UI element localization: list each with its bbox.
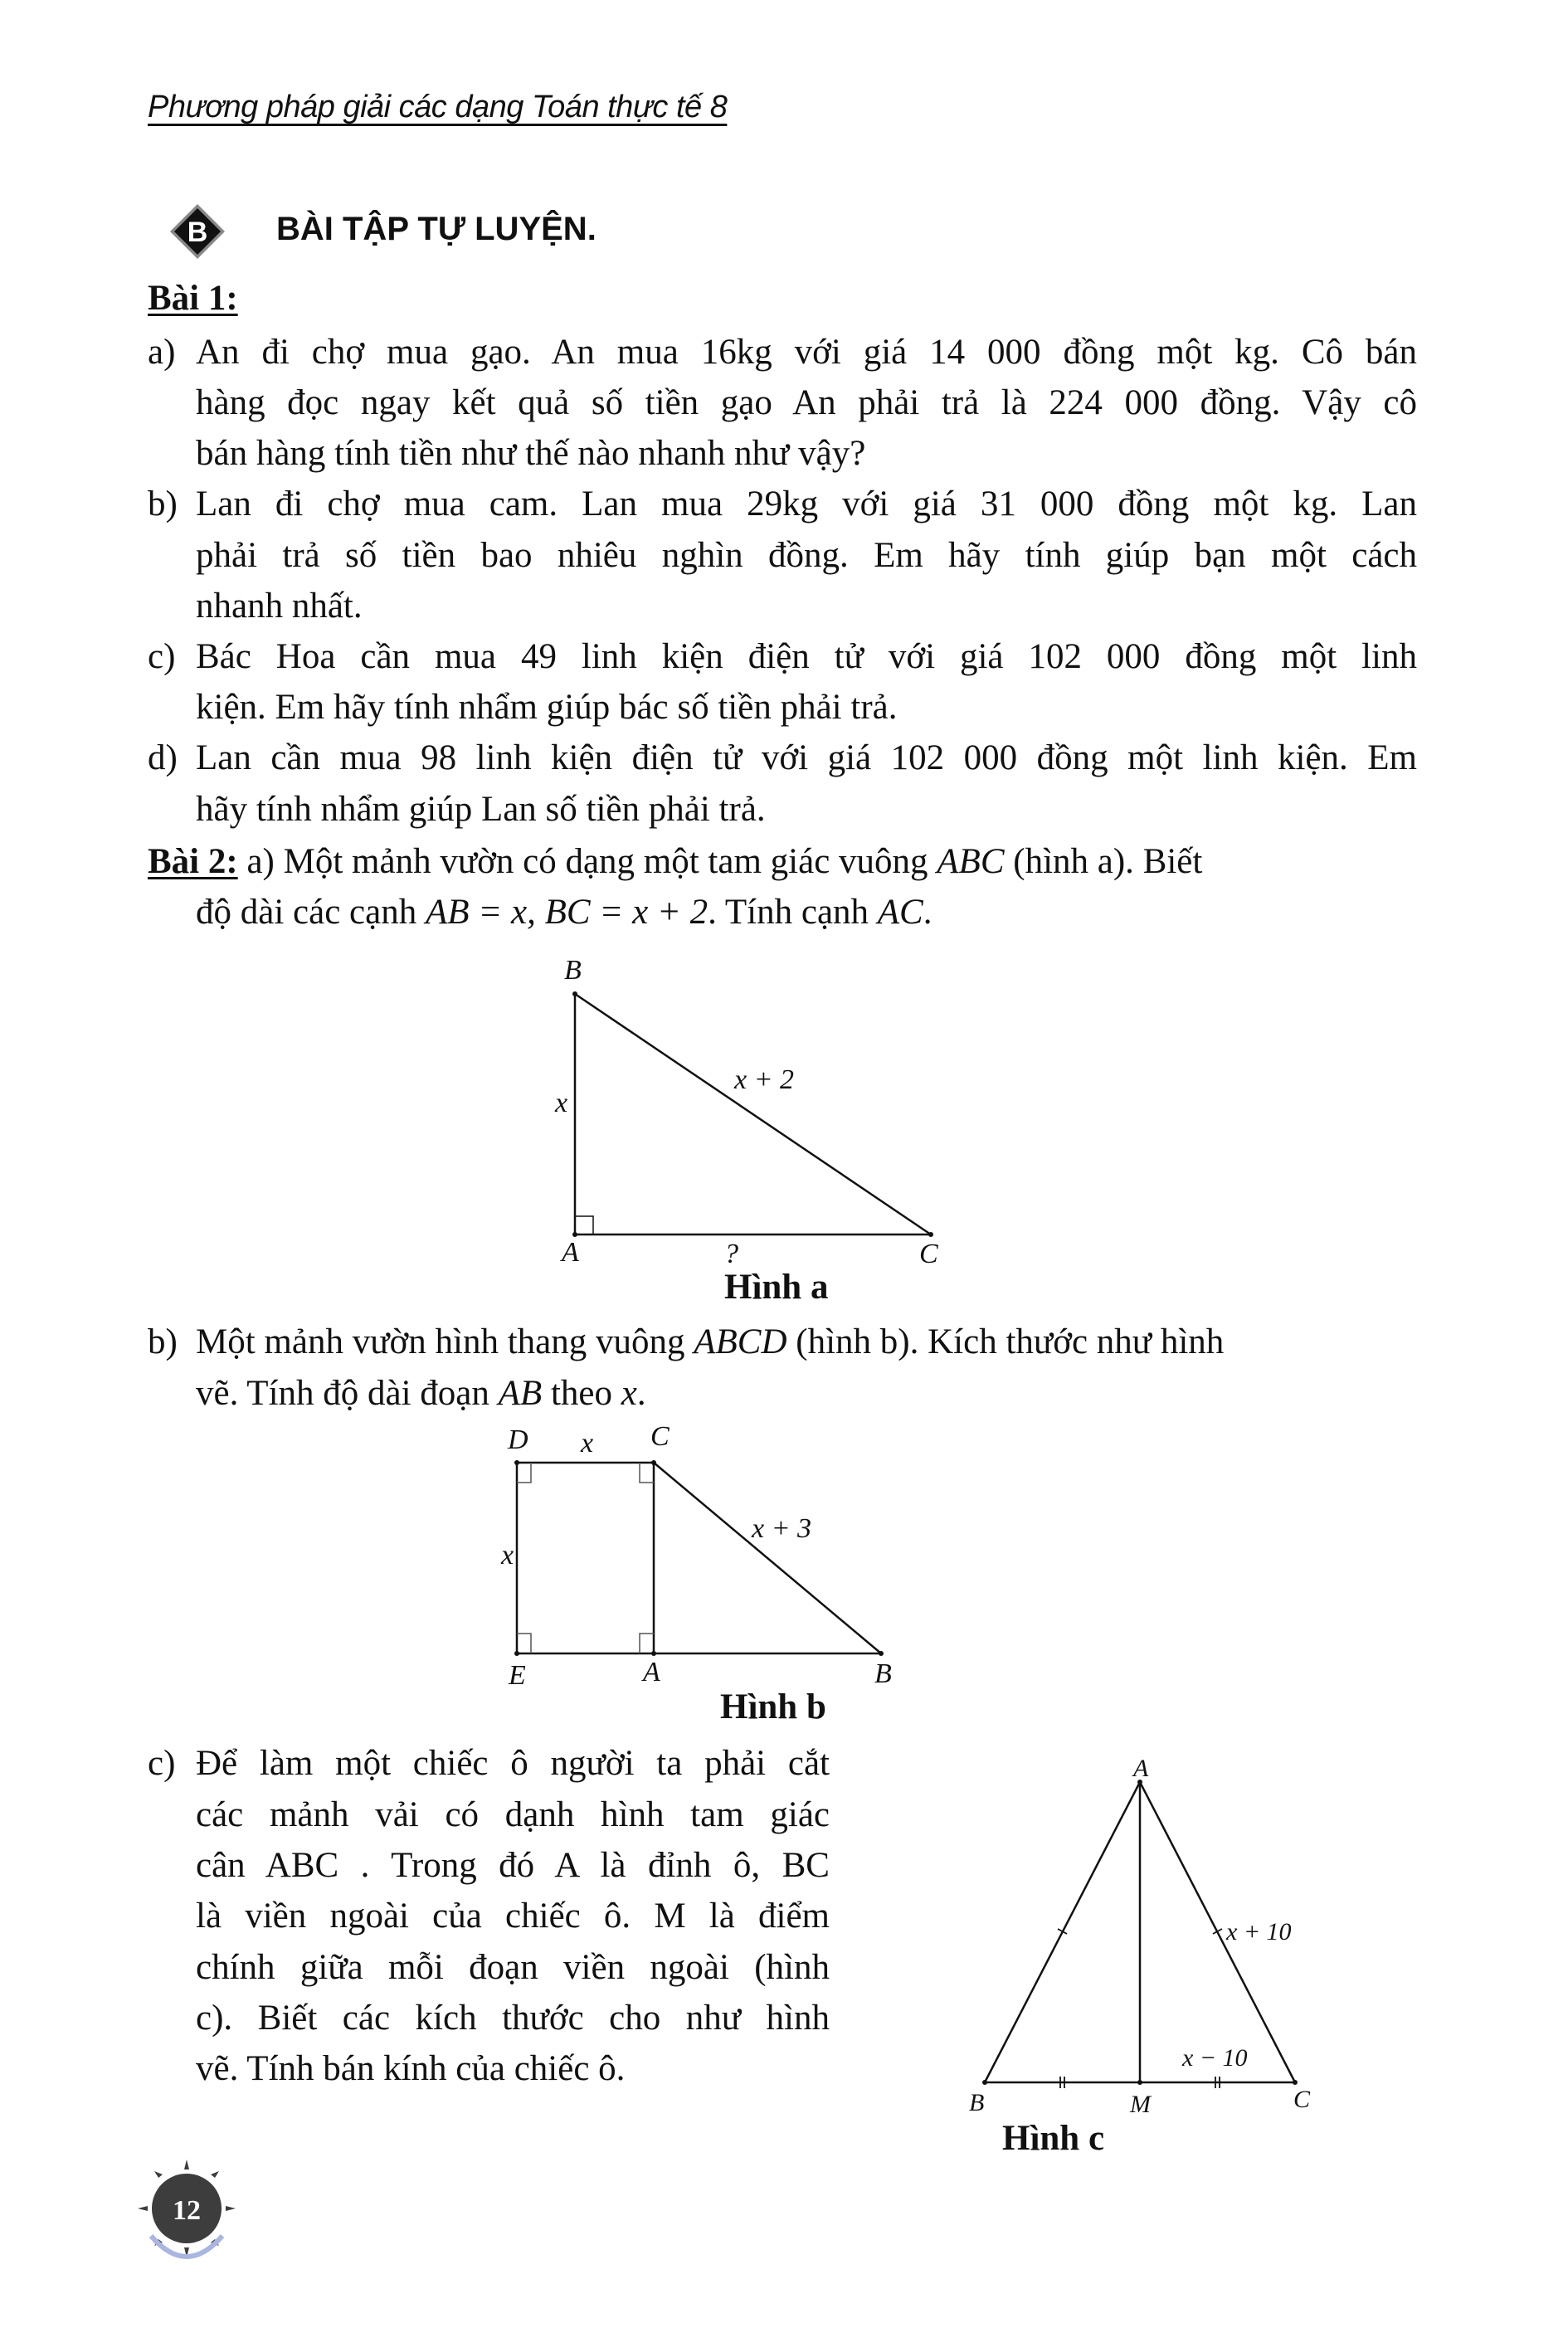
section-badge-letter: B	[187, 217, 208, 248]
exercise-2c-line: là viền ngoài của chiếc ô. M là điểm	[196, 1897, 830, 1936]
exercise-1a-line: An đi chợ mua gạo. An mua 16kg với giá 14 000 đồng một kg. Cô bán	[196, 333, 1417, 372]
fig-c-label-M: M	[1130, 2091, 1151, 2118]
fig-c-label-MC: x − 10	[1182, 2044, 1248, 2072]
book-title-header: Phương pháp giải các dạng Toán thực tế 8	[148, 90, 728, 124]
fig-b-label-C: C	[650, 1421, 670, 1452]
fig-b-label-DE: x	[501, 1540, 514, 1570]
exercise-1d-line: Lan cần mua 98 linh kiện điện tử với giá 102 000 đồng một linh kiện. Em	[196, 738, 1417, 777]
fig-c-label-C: C	[1293, 2086, 1311, 2113]
fig-a-label-C: C	[919, 1239, 938, 1269]
exercise-2a-line: độ dài các cạnh AB = x, BC = x + 2. Tính cạnh AC.	[196, 893, 933, 932]
exercise-1d: d)	[148, 738, 178, 777]
fig-a-label-BC: x + 2	[734, 1064, 795, 1095]
exercise-2b-line: Một mảnh vườn hình thang vuông ABCD (hình b). Kích thước như hình	[196, 1322, 1225, 1361]
exercise-1b-line: nhanh nhất.	[196, 587, 363, 626]
fig-b-label-D: D	[508, 1424, 528, 1455]
page-number-badge	[133, 2153, 249, 2269]
exercise-2c-line: cân ABC . Trong đó A là đỉnh ô, BC	[196, 1846, 830, 1885]
exercise-1d-line: hãy tính nhẩm giúp Lan số tiền phải trả.	[196, 790, 766, 829]
fig-b-label-A: A	[643, 1657, 660, 1687]
exercise-1c: c)	[148, 637, 176, 676]
figure-a-caption: Hình a	[724, 1268, 829, 1307]
fig-b-label-B: B	[874, 1658, 892, 1689]
fig-c-label-B: B	[969, 2089, 985, 2116]
exercise-1c-line: kiện. Em hãy tính nhẩm giúp bác số tiền phải trả.	[196, 688, 898, 727]
exercise-2b: b)	[148, 1322, 178, 1361]
exercise-2c-line: vẽ. Tính bán kính của chiếc ô.	[196, 2049, 626, 2088]
fig-b-label-DC: x	[581, 1428, 594, 1458]
page-number: 12	[173, 2195, 201, 2226]
figure-b-caption: Hình b	[720, 1687, 826, 1726]
exercise-2c-line: chính giữa mỗi đoạn viền ngoài (hình	[196, 1948, 830, 1987]
fig-b-label-CB: x + 3	[752, 1513, 812, 1544]
exercise-1a-line: bán hàng tính tiền như thế nào nhanh như vậy?	[196, 434, 866, 473]
exercise-2c: c)	[148, 1744, 176, 1783]
fig-b-label-E: E	[509, 1660, 526, 1691]
fig-c-label-A: A	[1133, 1755, 1149, 1782]
exercise-2b-line: vẽ. Tính độ dài đoạn AB theo x.	[196, 1374, 646, 1413]
fig-a-label-AB: x	[555, 1088, 568, 1118]
section-title: BÀI TẬP TỰ LUYỆN.	[276, 211, 597, 247]
figure-c-caption: Hình c	[1002, 2119, 1105, 2158]
exercise-1b-line: phải trả số tiền bao nhiêu nghìn đồng. Em hãy tính giúp bạn một cách	[196, 536, 1417, 575]
exercise-1b-line: Lan đi chợ mua cam. Lan mua 29kg với giá 31 000 đồng một kg. Lan	[196, 485, 1417, 523]
exercise-1c-line: Bác Hoa cần mua 49 linh kiện điện tử với giá 102 000 đồng một linh	[196, 637, 1417, 676]
exercise-1a-line: hàng đọc ngay kết quả số tiền gạo An phải trả là 224 000 đồng. Vậy cô	[196, 383, 1417, 422]
exercise-2c-line: c). Biết các kích thước cho như hình	[196, 1999, 830, 2038]
exercise-2c-line: các mảnh vải có dạnh hình tam giác	[196, 1795, 830, 1834]
fig-a-label-AC: ?	[724, 1239, 738, 1269]
exercise-2-label: Bài 2:	[148, 842, 238, 881]
exercise-2c-line: Để làm một chiếc ô người ta phải cắt	[196, 1744, 830, 1783]
exercise-2a: Bài 2: a) Một mảnh vườn có dạng một tam giác vuông ABC (hình a). Biết	[148, 842, 1203, 881]
exercise-1b: b)	[148, 485, 178, 523]
fig-a-label-B: B	[564, 955, 582, 986]
fig-a-label-A: A	[562, 1237, 579, 1268]
exercise-1-label: Bài 1:	[148, 279, 238, 318]
fig-c-label-AC: x + 10	[1226, 1918, 1292, 1945]
